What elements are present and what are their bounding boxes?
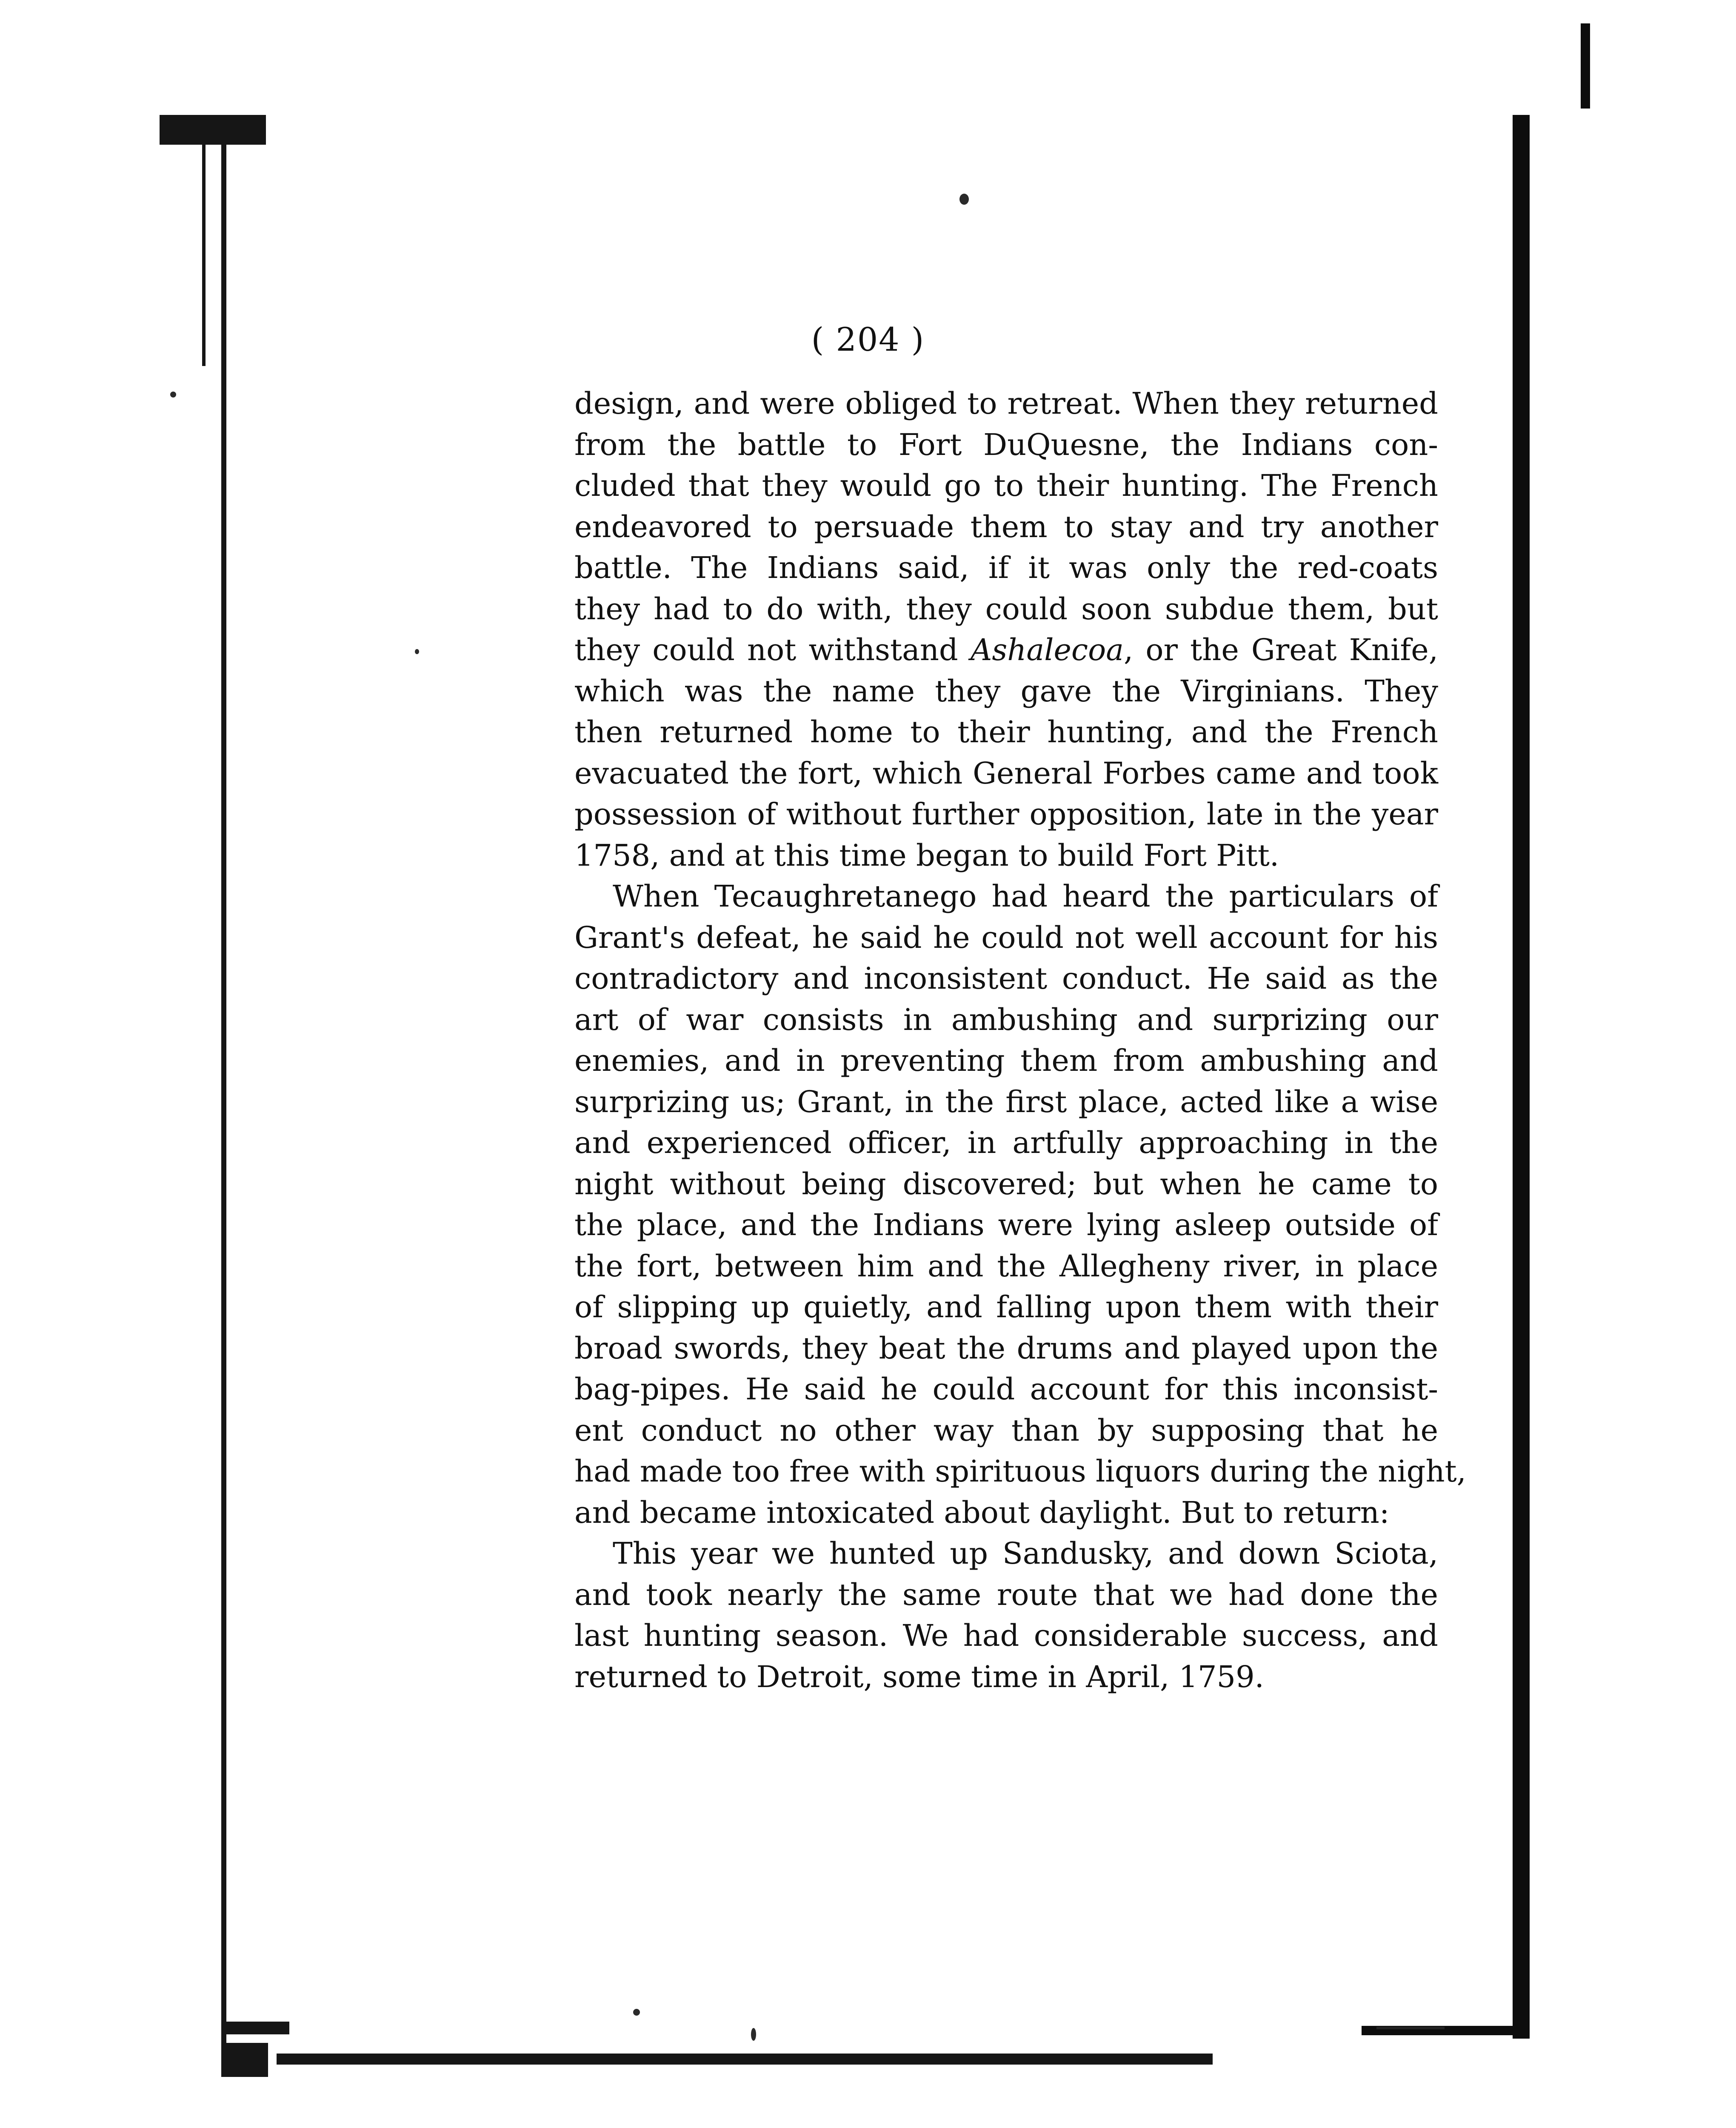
- scan-speck: [170, 392, 176, 398]
- text-line: which was the name they gave the Virginians. They: [574, 673, 1438, 709]
- text-line: last hunting season. We had considerable success, and: [574, 1618, 1438, 1653]
- text-line: the place, and the Indians were lying asleep outside of: [574, 1207, 1438, 1242]
- text-line: art of war consists in ambushing and surprizing our: [574, 1002, 1438, 1037]
- text-line: battle. The Indians said, if it was only the red-coats: [574, 550, 1438, 585]
- text-line: returned to Detroit, some time in April, 1759.: [574, 1659, 1264, 1694]
- text-line: from the battle to Fort DuQuesne, the Indians con-: [574, 427, 1438, 462]
- text-line: they had to do with, they could soon subdue them, but: [574, 591, 1438, 626]
- text-line: enemies, and in preventing them from ambushing and: [574, 1043, 1438, 1078]
- text-line: Grant's defeat, he said he could not well account for his: [574, 920, 1438, 955]
- scan-edge-bottom-corner: [221, 2043, 268, 2077]
- text-line: night without being discovered; but when he came to: [574, 1166, 1438, 1201]
- text-line: 1758, and at this time began to build Fort Pitt.: [574, 838, 1279, 873]
- text-line: and took nearly the same route that we had done the: [574, 1577, 1438, 1612]
- body-text: [574, 383, 1466, 1697]
- scan-speck: [959, 194, 969, 205]
- scan-speck: [415, 649, 419, 654]
- text-line: bag-pipes. He said he could account for this inconsist-: [574, 1372, 1438, 1407]
- text-line: When Tecaughretanego had heard the particulars of: [613, 879, 1438, 914]
- text-line: cluded that they would go to their hunting. The French: [574, 468, 1438, 503]
- scan-dash: [1376, 2027, 1445, 2029]
- scan-speck: [751, 2028, 756, 2041]
- text-line: This year we hunted up Sandusky, and down Sciota,: [613, 1536, 1438, 1571]
- text-line: then returned home to their hunting, and the French: [574, 715, 1438, 749]
- text-line: design, and were obliged to retreat. When they returned: [574, 386, 1438, 421]
- scan-edge-bottom-left: [221, 2022, 289, 2034]
- text-line: ent conduct no other way than by supposing that he: [574, 1413, 1438, 1448]
- paragraph-2: [574, 876, 1466, 1533]
- scan-edge-top-left: [160, 115, 266, 145]
- text-line: evacuated the fort, which General Forbes came and took: [574, 755, 1438, 791]
- text-line: they could not withstand Ashalecoa, or the Great Knife,: [574, 632, 1438, 667]
- paragraph-3: [574, 1533, 1438, 1697]
- text-line: the fort, between him and the Allegheny river, in place: [574, 1248, 1438, 1284]
- text-line: had made too free with spirituous liquors during the night,: [574, 1454, 1466, 1489]
- text-line: and experienced officer, in artfully approaching in the: [574, 1125, 1438, 1160]
- scan-edge-right-top: [1581, 23, 1590, 109]
- text-line: and became intoxicated about daylight. But to return:: [574, 1495, 1390, 1530]
- text-line: of slipping up quietly, and falling upon them with their: [574, 1290, 1438, 1324]
- scan-edge-bottom: [277, 2054, 1213, 2065]
- text-line: broad swords, they beat the drums and played upon the: [574, 1330, 1438, 1366]
- scan-edge-right: [1513, 115, 1530, 2039]
- scan-speck: [633, 2009, 640, 2016]
- text-line: contradictory and inconsistent conduct. He said as the: [574, 961, 1438, 996]
- page-number: ( 204 ): [811, 320, 925, 358]
- scan-edge-left: [221, 140, 226, 2047]
- text-line: surprizing us; Grant, in the first place, acted like a wise: [574, 1084, 1438, 1119]
- text-line: endeavored to persuade them to stay and try another: [574, 509, 1438, 544]
- paragraph-1: [574, 383, 1438, 876]
- text-line: possession of without further opposition, late in the year: [574, 797, 1438, 832]
